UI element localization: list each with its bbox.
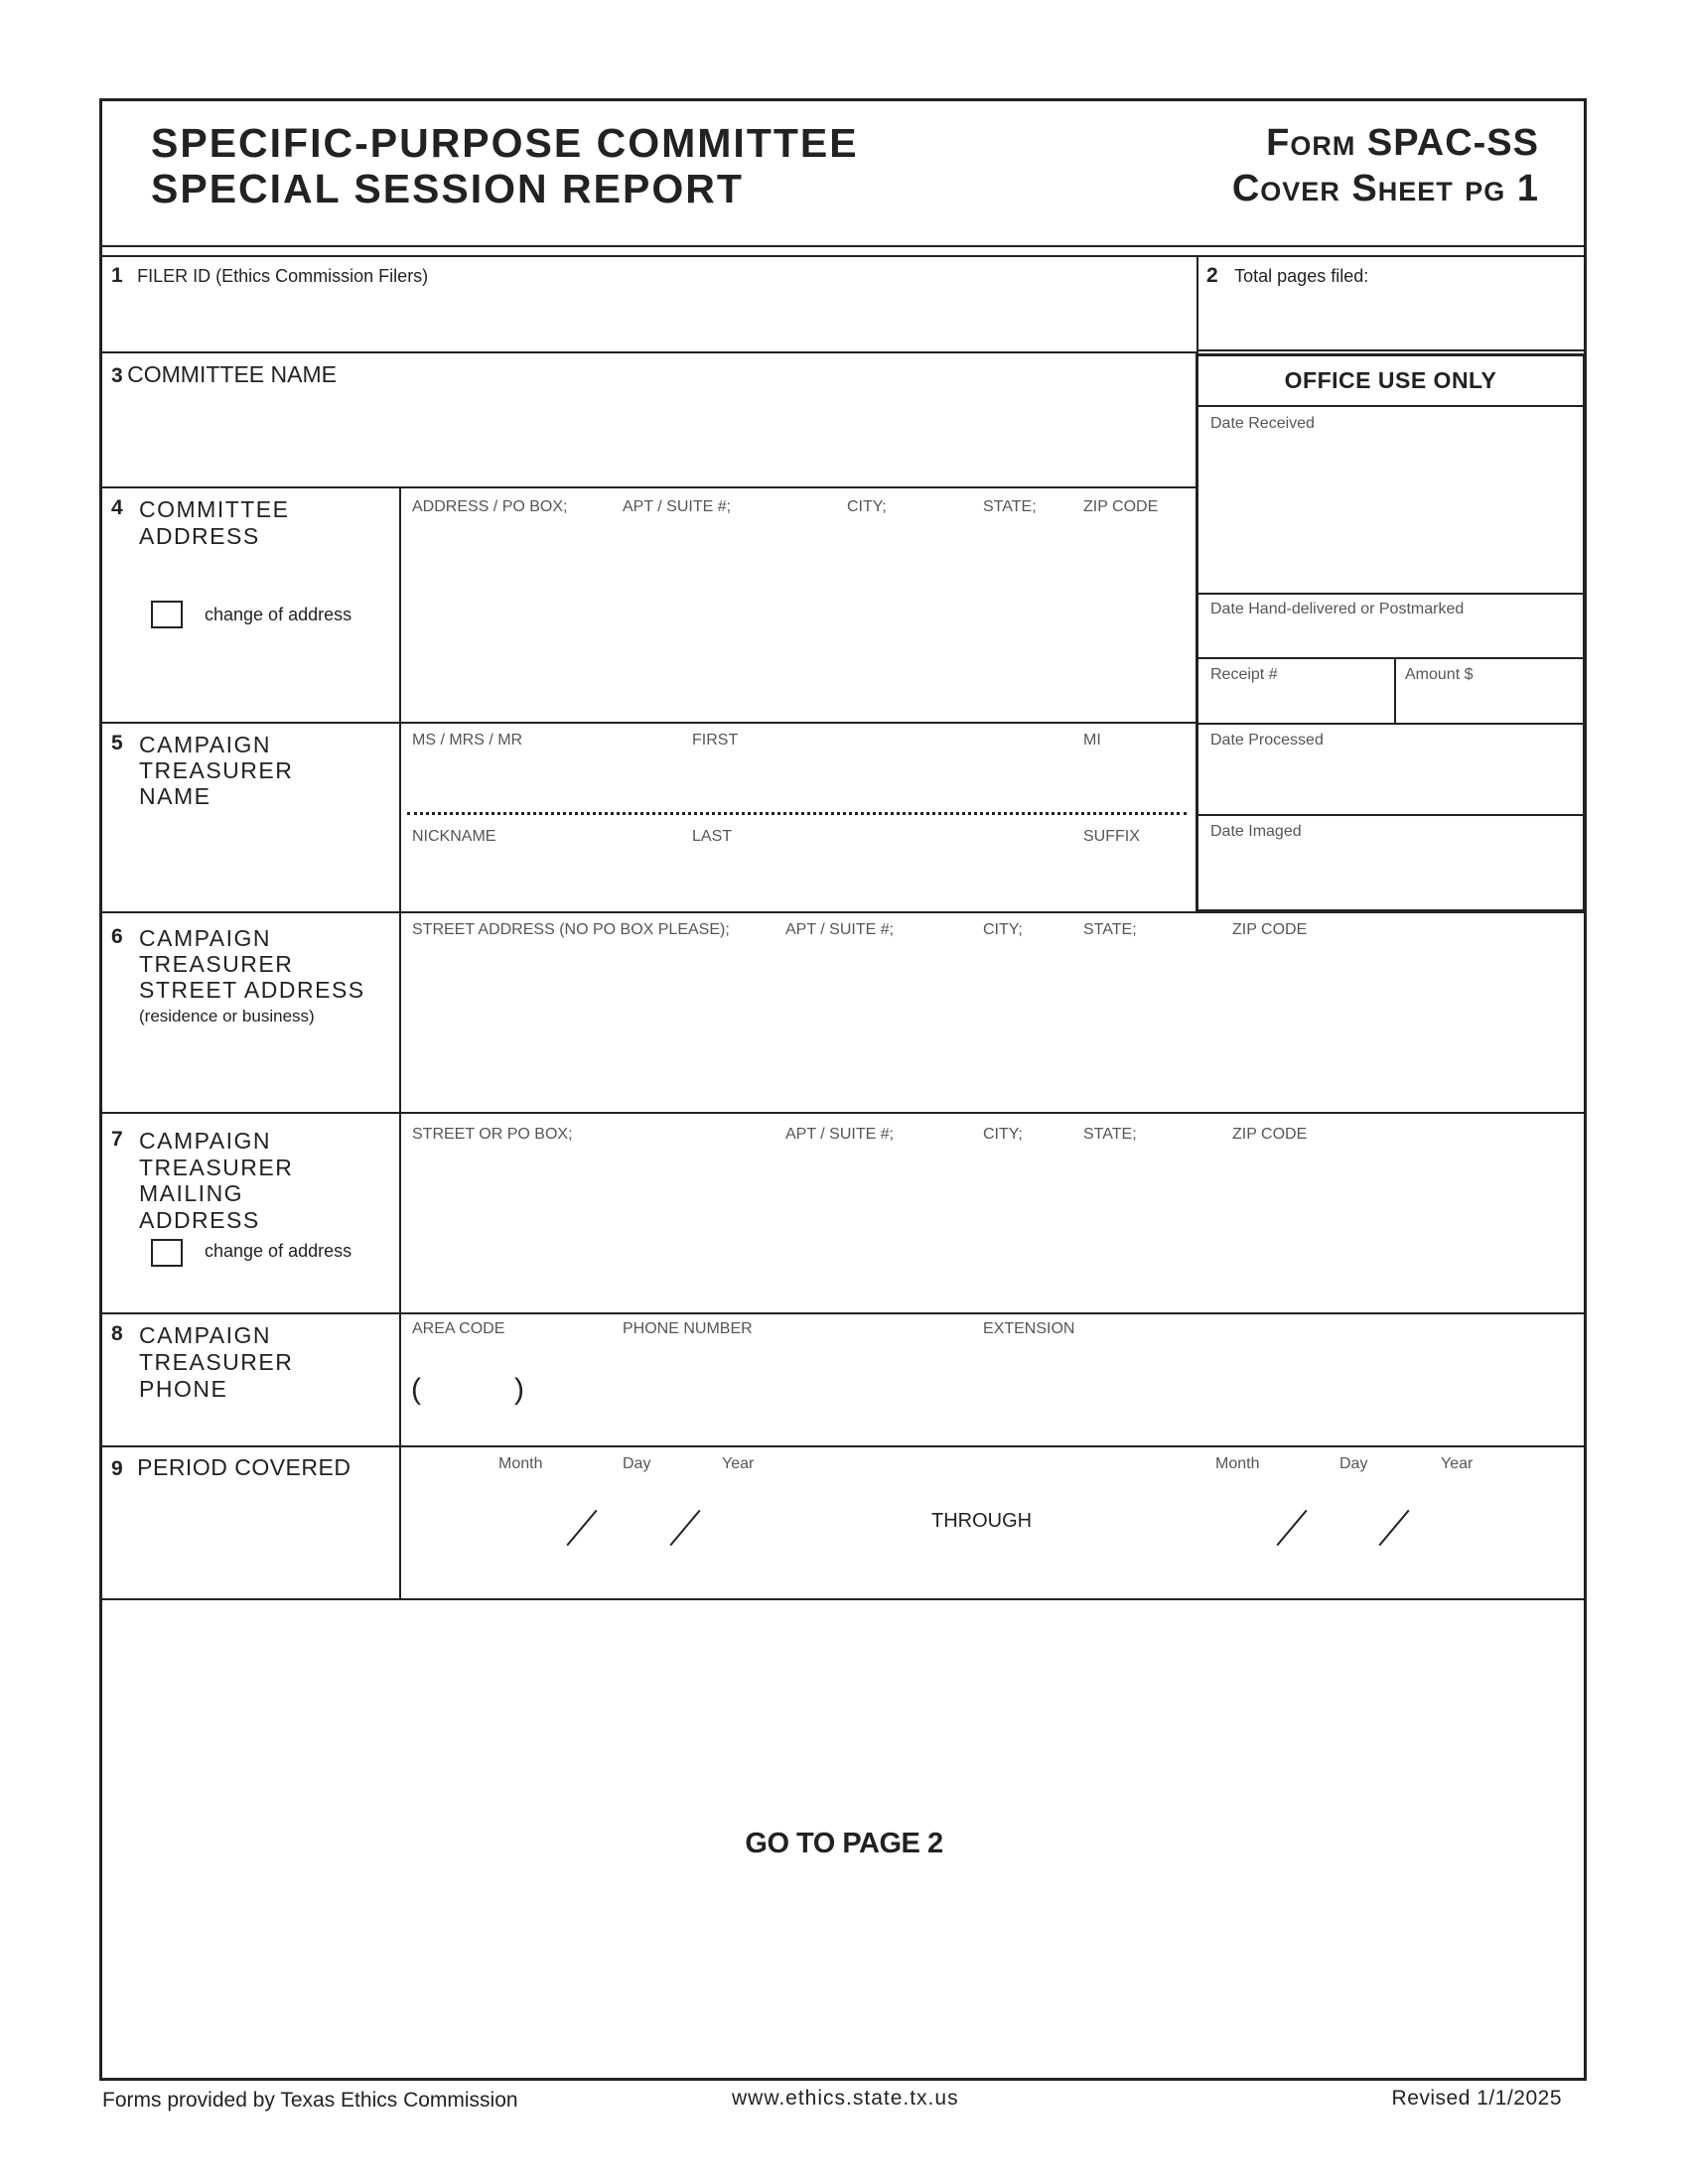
col-extension: EXTENSION — [983, 1320, 1075, 1337]
col-apt: APT / SUITE #; — [785, 1126, 895, 1143]
office-divider — [1198, 657, 1583, 659]
end-year-label: Year — [1441, 1455, 1474, 1472]
field-2-label: Total pages filed: — [1234, 266, 1369, 286]
col-mi: MI — [1083, 732, 1101, 749]
field-7-label-line1: CAMPAIGN — [139, 1128, 271, 1154]
field-5-label-line2: TREASURER — [139, 757, 294, 783]
field-9-number: 9 — [111, 1457, 123, 1480]
col-last: LAST — [692, 828, 733, 845]
col-apt: APT / SUITE #; — [623, 498, 732, 515]
start-year-label: Year — [722, 1455, 755, 1472]
col-nickname: NICKNAME — [412, 828, 496, 845]
col-state: STATE; — [983, 498, 1037, 515]
field-3 — [111, 361, 337, 388]
field-8-label-line1: CAMPAIGN — [139, 1322, 271, 1348]
office-divider — [1198, 723, 1583, 725]
field-1 — [111, 264, 428, 288]
col-apt: APT / SUITE #; — [785, 921, 895, 938]
field-6-note: (residence or business) — [139, 1007, 315, 1025]
field-9-label: PERIOD COVERED — [137, 1454, 352, 1480]
col-address: ADDRESS / PO BOX; — [412, 498, 568, 515]
field-1-number: 1 — [111, 264, 123, 287]
field-5-label-line1: CAMPAIGN — [139, 732, 271, 757]
field-9 — [111, 1454, 351, 1481]
end-day-input[interactable] — [1316, 1489, 1385, 1549]
filer-id-input[interactable] — [103, 294, 1194, 349]
name-dotted-divider — [407, 812, 1187, 815]
field-3-label: COMMITTEE NAME — [127, 361, 337, 387]
treasurer-mailing-address-input[interactable] — [403, 1150, 1583, 1308]
start-day-label: Day — [623, 1455, 651, 1472]
field-4-label-line2: ADDRESS — [139, 523, 260, 549]
start-year-input[interactable] — [710, 1489, 859, 1549]
office-use-panel — [1196, 353, 1586, 912]
field-8-label-line3: PHONE — [139, 1376, 228, 1402]
field-7-number: 7 — [111, 1128, 123, 1151]
office-divider — [1198, 405, 1583, 407]
form-title-line1: SPECIFIC-PURPOSE COMMITTEE — [151, 120, 859, 166]
header-divider-2 — [99, 255, 1587, 257]
mailing-change-of-address-checkbox[interactable] — [151, 1239, 183, 1267]
col-street-or-po: STREET OR PO BOX; — [412, 1126, 573, 1143]
field-3-number: 3 — [111, 364, 123, 387]
col-first: FIRST — [692, 732, 739, 749]
extension-input[interactable] — [983, 1370, 1281, 1414]
phone-number-input[interactable] — [623, 1370, 960, 1414]
field-5-label-line3: NAME — [139, 783, 211, 809]
col-zip: ZIP CODE — [1083, 498, 1159, 515]
field-6-label-line3: STREET ADDRESS — [139, 977, 365, 1003]
col-salutation: MS / MRS / MR — [412, 732, 523, 749]
start-day-input[interactable] — [606, 1489, 675, 1549]
office-divider — [1394, 657, 1396, 723]
area-code-input[interactable] — [427, 1370, 510, 1414]
col-area-code: AREA CODE — [412, 1320, 505, 1337]
form-id: Form SPAC-SS — [1266, 122, 1539, 164]
row-line — [99, 1598, 1587, 1600]
treasurer-first-name-input[interactable] — [403, 752, 1194, 808]
go-to-page-2: GO TO PAGE 2 — [745, 1828, 943, 1859]
treasurer-street-address-input[interactable] — [403, 947, 1583, 1108]
field-7-label-line4: ADDRESS — [139, 1207, 260, 1233]
field-6-label-line2: TREASURER — [139, 951, 294, 977]
row-line — [99, 1112, 1587, 1114]
field-4-number: 4 — [111, 496, 123, 519]
field-4-label-line1: COMMITTEE — [139, 496, 290, 522]
col-state: STATE; — [1083, 921, 1137, 938]
field-2-number: 2 — [1206, 264, 1218, 287]
label-col-divider — [399, 486, 401, 1598]
col-zip: ZIP CODE — [1232, 1126, 1308, 1143]
field-6-number: 6 — [111, 925, 123, 948]
date-received-label: Date Received — [1210, 415, 1315, 432]
header-divider — [99, 245, 1587, 247]
row-line — [99, 351, 1196, 353]
receipt-label: Receipt # — [1210, 666, 1278, 683]
treasurer-last-name-input[interactable] — [403, 850, 1194, 907]
total-pages-input[interactable] — [1201, 294, 1584, 347]
footer-provider: Forms provided by Texas Ethics Commission — [102, 2089, 518, 2112]
end-year-input[interactable] — [1420, 1489, 1569, 1549]
end-day-label: Day — [1339, 1455, 1368, 1472]
col-city: CITY; — [847, 498, 887, 515]
start-month-input[interactable] — [487, 1489, 566, 1549]
footer-revised: Revised 1/1/2025 — [1391, 2087, 1562, 2110]
committee-name-input[interactable] — [103, 393, 1194, 484]
amount-label: Amount $ — [1405, 666, 1474, 683]
row-line — [99, 722, 1196, 724]
end-month-input[interactable] — [1201, 1489, 1281, 1549]
date-processed-label: Date Processed — [1210, 732, 1324, 749]
office-divider — [1198, 593, 1583, 595]
row-line — [99, 1312, 1587, 1314]
col-street-address: STREET ADDRESS (NO PO BOX PLEASE); — [412, 921, 730, 938]
col-state: STATE; — [1083, 1126, 1137, 1143]
area-code-open-paren: ( — [411, 1373, 421, 1406]
field-5-number: 5 — [111, 732, 123, 754]
office-use-title: OFFICE USE ONLY — [1284, 367, 1497, 393]
field-7-label-line3: MAILING — [139, 1180, 244, 1206]
field-6-label-line1: CAMPAIGN — [139, 925, 271, 951]
end-month-label: Month — [1215, 1455, 1260, 1472]
col-zip: ZIP CODE — [1232, 921, 1308, 938]
col-city: CITY; — [983, 1126, 1023, 1143]
row-line — [99, 486, 1196, 488]
col-suffix: SUFFIX — [1083, 828, 1140, 845]
office-divider — [1198, 814, 1583, 816]
field-8-label-line2: TREASURER — [139, 1349, 294, 1375]
field-8-number: 8 — [111, 1322, 123, 1345]
start-month-label: Month — [498, 1455, 543, 1472]
area-code-close-paren: ) — [514, 1373, 524, 1406]
row-line — [1196, 349, 1587, 351]
field-7-label-line2: TREASURER — [139, 1155, 294, 1180]
cover-sheet-label: Cover Sheet pg 1 — [1231, 168, 1539, 209]
form-title-line2: SPECIAL SESSION REPORT — [151, 166, 744, 211]
mailing-change-of-address-label: change of address — [205, 1241, 352, 1261]
row-line — [99, 1445, 1587, 1447]
footer-url: www.ethics.state.tx.us — [732, 2087, 959, 2110]
through-label: THROUGH — [931, 1510, 1033, 1532]
field-1-label: FILER ID (Ethics Commission Filers) — [137, 266, 429, 286]
field-2 — [1206, 264, 1368, 288]
col-city: CITY; — [983, 921, 1023, 938]
col-phone-number: PHONE NUMBER — [623, 1320, 753, 1337]
date-imaged-label: Date Imaged — [1210, 823, 1302, 840]
change-of-address-checkbox[interactable] — [151, 601, 183, 628]
change-of-address-label: change of address — [205, 605, 352, 624]
committee-address-input[interactable] — [403, 524, 1194, 719]
date-hand-delivered-label: Date Hand-delivered or Postmarked — [1210, 601, 1465, 617]
